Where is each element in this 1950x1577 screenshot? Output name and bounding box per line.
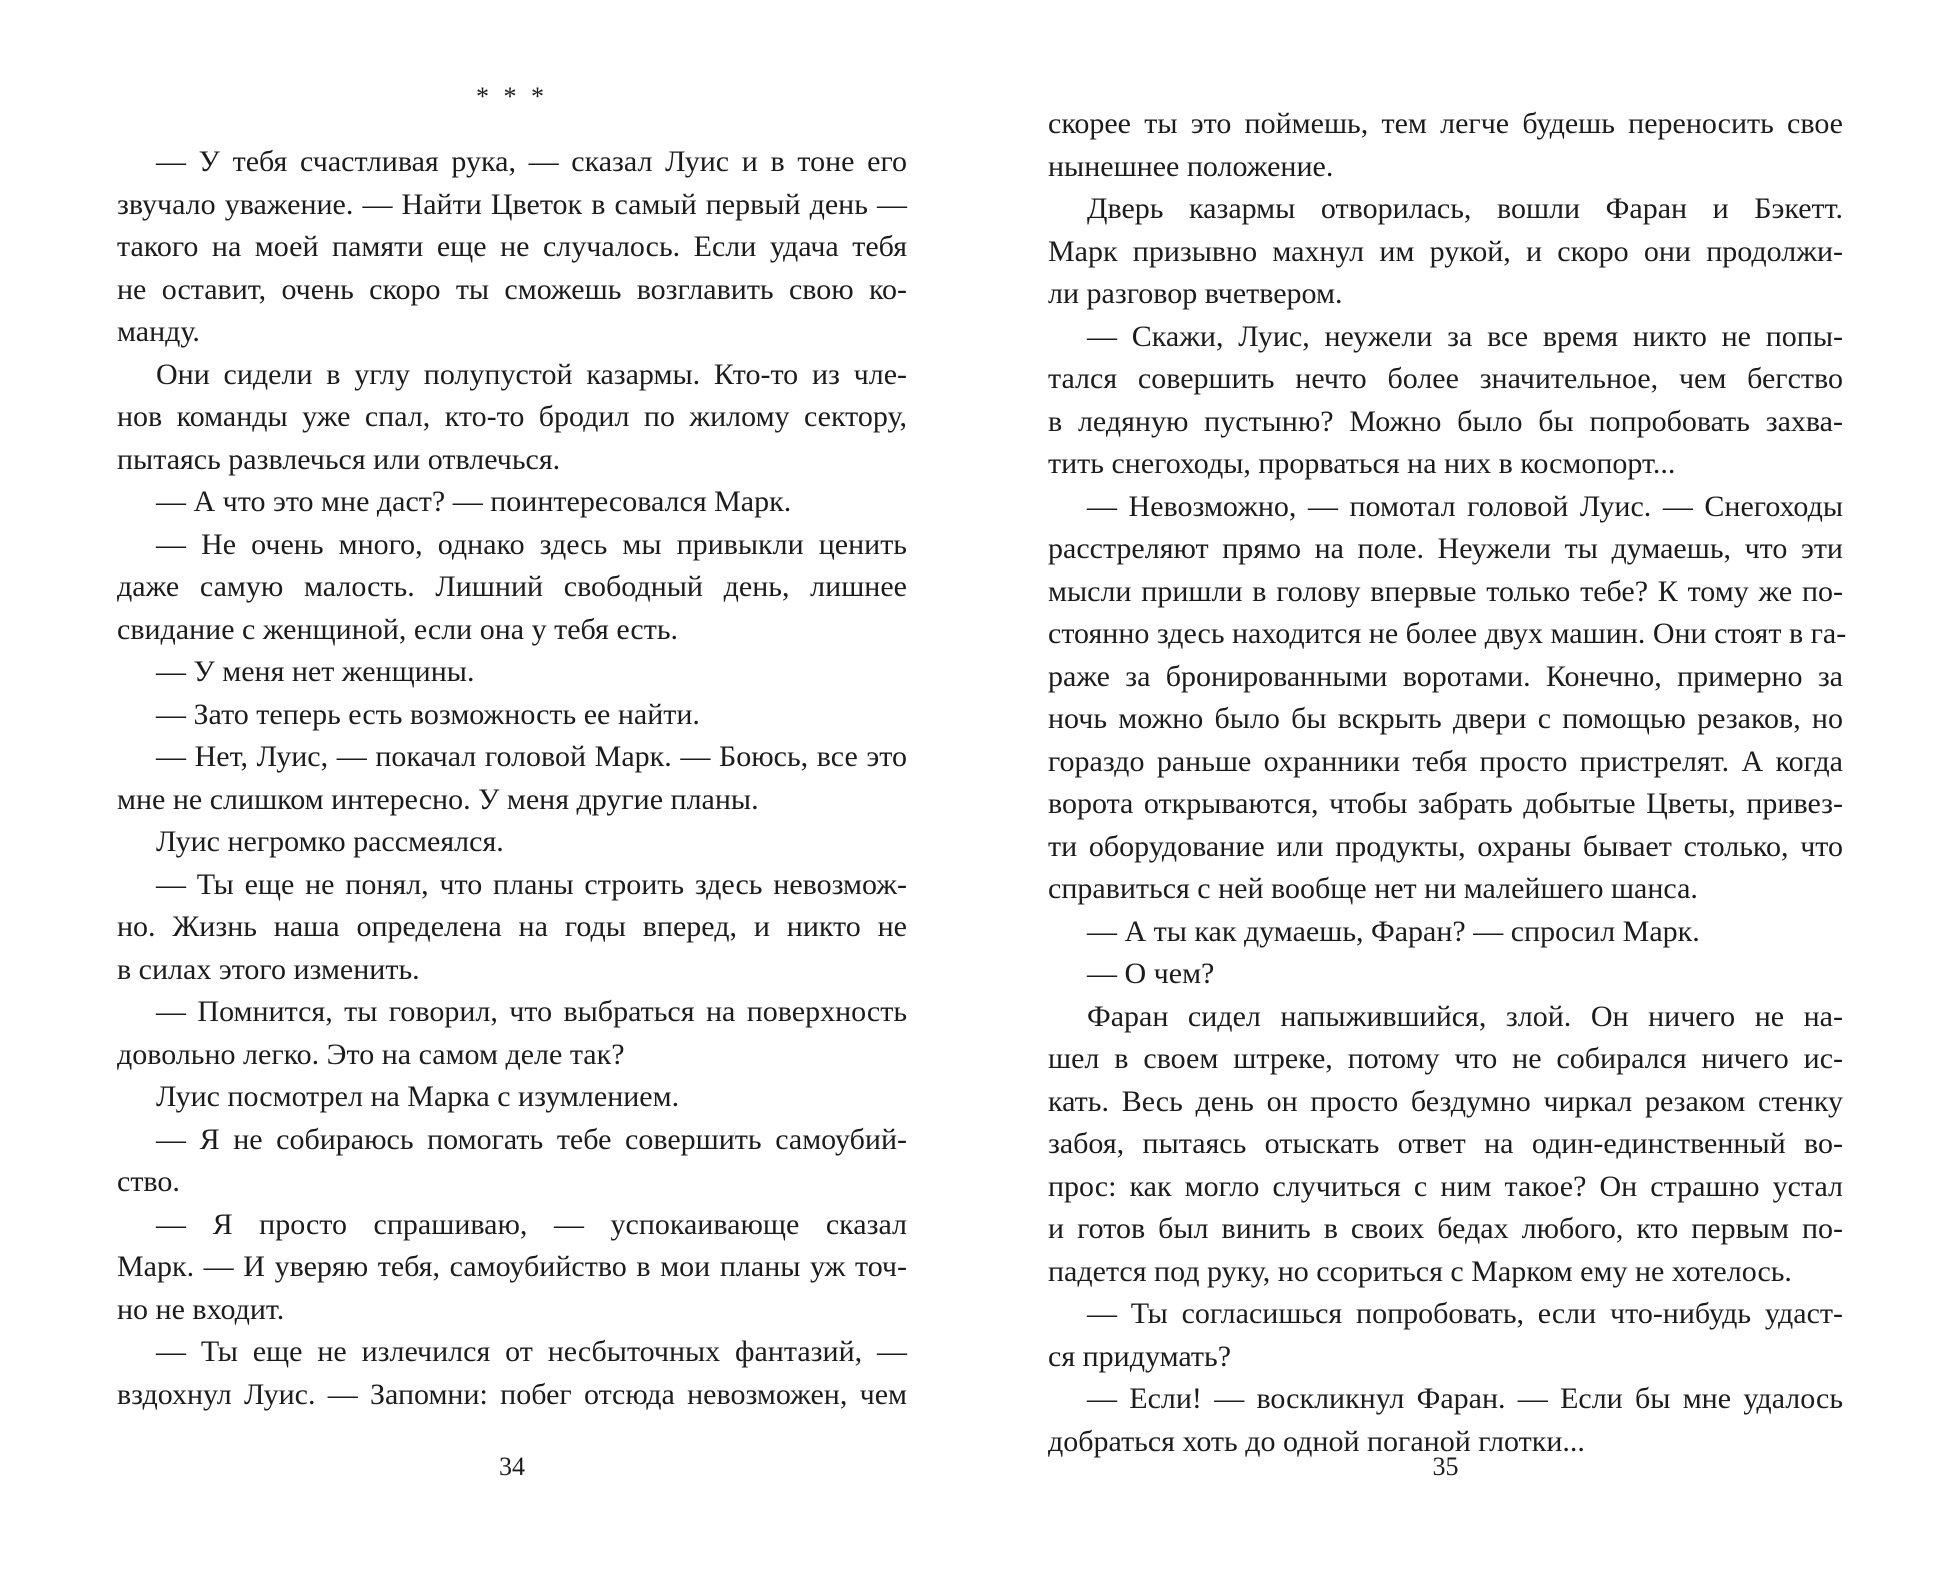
text-line [117, 651, 907, 694]
text-line [117, 311, 907, 354]
text-line-content: — Ты согласишься попробовать, если что-нибудь удаст- [1087, 1297, 1843, 1330]
text-line-content: Фаран сидел напыжившийся, злой. Он ничего не на- [1087, 999, 1843, 1033]
text-line-content: пытаясь развлечься или отвлечься. [117, 442, 561, 476]
text-line [1048, 1081, 1843, 1124]
text-line-content: такого на моей памяти еще не случалось. Если удача тебя [117, 230, 907, 263]
text-line [1048, 443, 1843, 486]
text-line-content: мне не слишком интересно. У меня другие планы. [117, 782, 759, 816]
paragraph [117, 1204, 907, 1332]
paragraph [117, 821, 907, 864]
text-line [117, 226, 907, 269]
text-line [117, 1204, 907, 1247]
text-line [117, 184, 907, 227]
paragraph [117, 354, 907, 482]
text-line [117, 1119, 907, 1162]
text-line [1048, 231, 1843, 274]
text-line [117, 694, 907, 737]
text-line [1048, 1336, 1843, 1379]
text-line-content: — Невозможно, — помотал головой Луис. — Снегоходы [1087, 489, 1843, 523]
text-line [1048, 741, 1843, 784]
text-line [1048, 188, 1843, 231]
text-line-content: шел в своем штреке, потому что не собирался ничего ис- [1048, 1042, 1843, 1075]
text-line-content: справиться с ней вообще нет ни малейшего шанса. [1048, 872, 1698, 905]
text-line-content: добраться хоть до одной поганой глотки... [1048, 1424, 1585, 1458]
text-line [117, 1161, 907, 1204]
text-line-content: — Ты еще не понял, что планы строить здесь невозмож- [156, 867, 907, 901]
text-line-content: — Ты еще не излечился от несбыточных фантазий, — [156, 1335, 907, 1368]
text-line-content: ся придумать? [1048, 1339, 1232, 1373]
text-line-content: Марк. — И уверяю тебя, самоубийство в мои планы уж точ- [117, 1250, 907, 1283]
text-line-content: тить снегоходы, прорваться на них в космопорт... [1048, 447, 1676, 480]
text-line [1048, 656, 1843, 699]
text-line [1048, 358, 1843, 401]
text-line [117, 524, 907, 567]
text-line-content: Они сидели в углу полупустой казармы. Кто-то из чле- [156, 357, 907, 391]
text-line-content: — Нет, Луис, — покачал головой Марк. — Боюсь, все это [156, 740, 907, 773]
text-line [1048, 1251, 1843, 1294]
text-line [117, 269, 907, 312]
text-line [117, 1034, 907, 1077]
paragraph [117, 651, 907, 694]
text-line [1048, 571, 1843, 614]
text-line-content: гораздо раньше охранники тебя просто пристрелят. А когда [1048, 744, 1843, 778]
text-line-content: мысли пришли в голову впервые только тебе? К тому же по- [1048, 574, 1843, 608]
text-line-content: прос: как могло случиться с ним такое? Он страшно устал [1048, 1169, 1843, 1203]
paragraph [1048, 953, 1843, 996]
text-line-content: — Зато теперь есть возможность ее найти. [156, 697, 700, 731]
text-line-content: ство. [117, 1165, 180, 1198]
paragraph [117, 1331, 907, 1416]
paragraph [117, 736, 907, 821]
text-line [1048, 1166, 1843, 1209]
text-line [117, 949, 907, 992]
text-line [1048, 698, 1843, 741]
text-line [1048, 273, 1843, 316]
text-line-content: не оставит, очень скоро ты сможешь возглавить свою ко- [117, 272, 907, 306]
text-line [117, 1331, 907, 1374]
text-line-content: — Не очень много, однако здесь мы привыкли ценить [156, 527, 907, 561]
text-line [1048, 953, 1843, 996]
section-separator: * * * [476, 82, 548, 111]
right-page-text [1048, 103, 1847, 1463]
text-line [117, 439, 907, 482]
paragraph [1048, 188, 1843, 316]
paragraph [1048, 1293, 1843, 1378]
text-line [1048, 528, 1843, 571]
text-line-content: свидание с женщиной, если она у тебя есть. [117, 612, 679, 646]
paragraph [1048, 486, 1847, 911]
text-line-content: ли разговор вчетвером. [1048, 277, 1343, 310]
text-line [1048, 1123, 1843, 1166]
text-line-content: Луис посмотрел на Марка с изумлением. [156, 1080, 680, 1113]
text-line-content: звучало уважение. — Найти Цветок в самый первый день — [117, 187, 907, 221]
paragraph [117, 864, 907, 992]
text-line-content: — У меня нет женщины. [156, 655, 475, 688]
text-line [117, 481, 907, 524]
text-line-content: раже за бронированными воротами. Конечно, примерно за [1048, 659, 1843, 693]
paragraph [117, 141, 907, 354]
text-line [1048, 868, 1843, 911]
text-line-content: скорее ты это поймешь, тем легче будешь переносить свое [1048, 107, 1843, 140]
paragraph [117, 694, 907, 737]
text-line-content: Дверь казармы отворилась, вошли Фаран и Бэкетт. [1087, 192, 1843, 225]
left-page-text [117, 141, 907, 1416]
paragraph [1048, 1378, 1843, 1463]
text-line [117, 566, 907, 609]
text-line-content: и готов был винить в своих бедах любого, кто первым по- [1048, 1212, 1843, 1245]
text-line-content: — А что это мне даст? — поинтересовался Марк. [156, 485, 792, 518]
text-line-content: падется под руку, но ссориться с Марком ему не хотелось. [1048, 1254, 1792, 1288]
text-line-content: в ледяную пустыню? Можно было бы попробовать захва- [1048, 404, 1843, 438]
text-line-content: нынешнее положение. [1048, 149, 1334, 183]
text-line-content: но. Жизнь наша определена на годы вперед, и никто не [117, 910, 907, 943]
text-line-content: ворота открываются, чтобы забрать добытые Цветы, привез- [1048, 787, 1843, 820]
text-line [117, 736, 907, 779]
text-line-content: довольно легко. Это на самом деле так? [117, 1037, 625, 1071]
text-line [1048, 401, 1843, 444]
text-line-content: забоя, пытаясь отыскать ответ на один-единственный во- [1048, 1127, 1843, 1160]
text-line-content: манду. [117, 315, 200, 348]
text-line-content: — О чем? [1087, 957, 1215, 990]
page-number-right: 35 [1432, 1452, 1459, 1481]
text-line-content: нов команды уже спал, кто-то бродил по жилому сектору, [117, 400, 907, 433]
text-line [117, 991, 907, 1034]
text-line [117, 354, 907, 397]
paragraph [1048, 911, 1843, 954]
text-line [1048, 783, 1843, 826]
text-line-content: — Помнится, ты говорил, что выбраться на поверхность [156, 995, 907, 1028]
page-number-left: 34 [499, 1452, 525, 1481]
text-line-content: расстреляют прямо на поле. Неужели ты думаешь, что эти [1048, 532, 1843, 565]
text-line [1048, 826, 1843, 869]
text-line-content: — Я просто спрашиваю, — успокаивающе сказал [156, 1207, 907, 1241]
text-line [117, 1374, 907, 1417]
text-line [117, 396, 907, 439]
text-line-content: — У тебя счастливая рука, — сказал Луис и в тоне его [156, 145, 907, 178]
text-line [1048, 316, 1843, 359]
text-line [117, 906, 907, 949]
text-line-content: стоянно здесь находится не более двух машин. Они стоят в га- [1048, 617, 1847, 650]
paragraph [1048, 316, 1843, 486]
text-line [1048, 1038, 1843, 1081]
text-line-content: вздохнул Луис. — Запомни: побег отсюда невозможен, чем [117, 1377, 907, 1411]
text-line-content: Марк призывно махнул им рукой, и скоро они продолжи- [1048, 234, 1843, 268]
text-line [1048, 996, 1843, 1039]
text-line [1048, 1293, 1843, 1336]
text-line-content: ночь можно было бы вскрыть двери с помощью резаков, но [1048, 702, 1843, 735]
text-line [117, 1076, 907, 1119]
text-line-content: тался совершить нечто более значительное, чем бегство [1048, 362, 1843, 395]
text-line-content: даже самую малость. Лишний свободный день, лишнее [117, 570, 907, 603]
text-line [1048, 1208, 1843, 1251]
text-line [117, 1246, 907, 1289]
text-line [1048, 486, 1843, 529]
paragraph [1048, 996, 1843, 1294]
text-line [1048, 103, 1843, 146]
paragraph [117, 524, 907, 652]
text-line [1048, 613, 1847, 656]
text-line-content: но не входит. [117, 1292, 285, 1326]
text-line [1048, 911, 1843, 954]
text-line [117, 864, 907, 907]
text-line [1048, 1378, 1843, 1421]
text-line [117, 779, 907, 822]
paragraph [117, 991, 907, 1076]
paragraph [1048, 103, 1843, 188]
text-line-content: ти оборудование или продукты, охраны бывает столько, что [1048, 829, 1843, 863]
text-line [1048, 146, 1843, 189]
text-line-content: кать. Весь день он просто бездумно чиркал резаком стенку [1048, 1084, 1843, 1118]
text-line [117, 141, 907, 184]
text-line-content: в силах этого изменить. [117, 952, 420, 986]
text-line-content: — Я не собираюсь помогать тебе совершить самоубий- [156, 1122, 907, 1156]
text-line-content: — А ты как думаешь, Фаран? — спросил Марк. [1087, 914, 1700, 948]
text-line-content: Луис негромко рассмеялся. [156, 825, 504, 858]
text-line-content: — Если! — воскликнул Фаран. — Если бы мне удалось [1087, 1382, 1843, 1415]
paragraph [117, 1119, 907, 1204]
text-line-content: — Скажи, Луис, неужели за все время никто не попы- [1087, 319, 1843, 353]
text-line [117, 1289, 907, 1332]
paragraph [117, 1076, 907, 1119]
paragraph [117, 481, 907, 524]
text-line [117, 609, 907, 652]
text-line [117, 821, 907, 864]
